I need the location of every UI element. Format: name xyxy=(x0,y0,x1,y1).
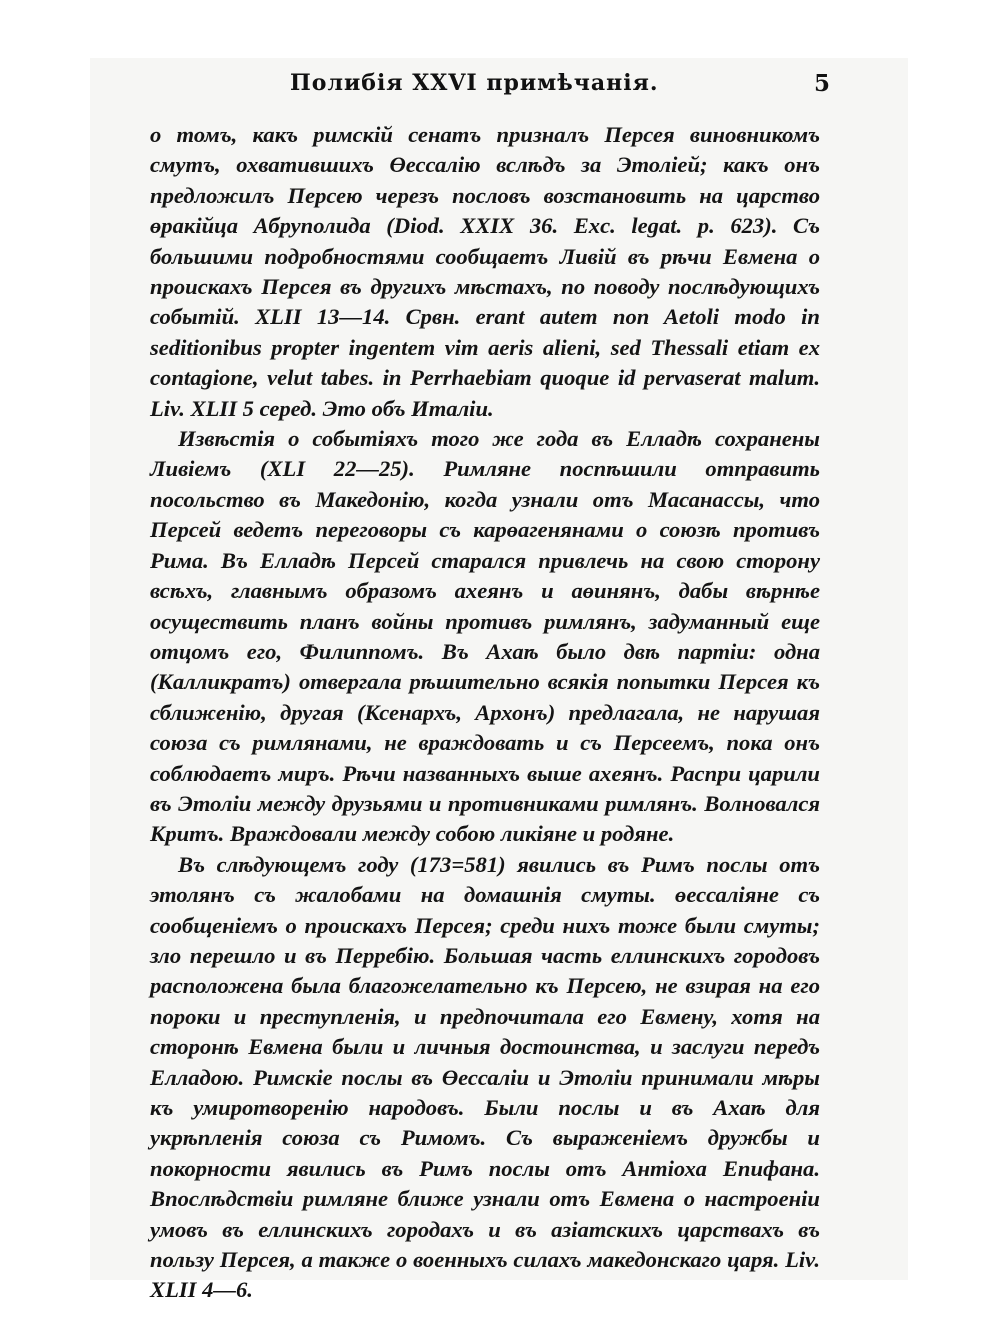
running-title: Полибія XXVI примѣчанія. xyxy=(290,70,659,96)
body-text xyxy=(150,120,820,1306)
page-header xyxy=(150,70,850,104)
paragraph-next-year: Въ слѣдующемъ году (173=581) явились въ Римъ послы отъ этолянъ съ жалобами на домашнія смуты. өессаліяне съ сообщеніемъ о проискахъ Персея; среди нихъ тоже были смуты; зло перешло и въ Перребію. Большая часть еллинскихъ городовъ расположена была благожелательно къ Персею, не взирая на его пороки и преступленія, и предпочитала его Евмену, хотя на сторонѣ Евмена были и личныя достоинства, и заслуги передъ Елладою. Римскіе послы въ Өессаліи и Этоліи принимали мѣры къ умиротворенію народовъ. Были послы и въ Ахаѣ для укрѣпленія союза съ Римомъ. Съ выраженіемъ дружбы и покорности явились въ Римъ послы отъ Антіоха Епифана. Впослѣдствіи римляне ближе узнали отъ Евмена о настроеніи умовъ въ еллинскихъ городахъ и въ азіатскихъ царствахъ въ пользу Персея, а также о военныхъ силахъ македонскаго царя. Liv. XLII 4—6. xyxy=(150,851,820,1303)
page-number: 5 xyxy=(813,70,830,97)
paragraph-events-hellas: Извѣстія о событіяхъ того же года въ Елладѣ сохранены Ливіемъ (XLI 22—25). Римляне поспѣшили отправить посольство въ Македонію, когда узнали отъ Масанассы, что Персей ведетъ переговоры съ карөагенянами о союзѣ противъ Рима. Въ Елладѣ Персей старался привлечь на свою сторону всѣхъ, главнымъ образомъ ахеянъ и аөинянъ, дабы вѣрнѣе осуществить планъ войны противъ римлянъ, задуманный еще отцомъ его, Филиппомъ. Въ Ахаѣ было двѣ партіи: одна (Калликратъ) отвергала рѣшительно всякія попытки Персея къ сближенію, другая (Ксенархъ, Архонъ) предлагала, не нарушая союза съ римлянами, не враждовать и съ Персеемъ, пока онъ соблюдаетъ миръ. Рѣчи названныхъ выше ахеянъ. Распри царили въ Этоліи между друзьями и противниками римлянъ. Волновался Критъ. Враждовали между собою ликіяне и родяне. xyxy=(150,426,820,847)
paragraph-continuation: о томъ, какъ римскій сенатъ призналъ Персея виновникомъ смутъ, охватившихъ Өессалію вслѣдъ за Этоліей; какъ онъ предложилъ Персею черезъ пословъ возстановить на царство өракійца Абруполида (Diod. XXIX 36. Exc. legat. p. 623). Съ большими подробностями сообщаетъ Ливій въ рѣчи Евмена о проискахъ Персея въ другихъ мѣстахъ, по поводу послѣдующихъ событій. XLII 13—14. Срвн. erant autem non Aetoli modo in seditionibus propter ingentem vim aeris alieni, sed Thessali etiam ex contagione, velut tabes. in Perrhaebiam quoque id pervaserat malum. Liv. XLII 5 серед. Это объ Италіи. xyxy=(150,122,820,421)
